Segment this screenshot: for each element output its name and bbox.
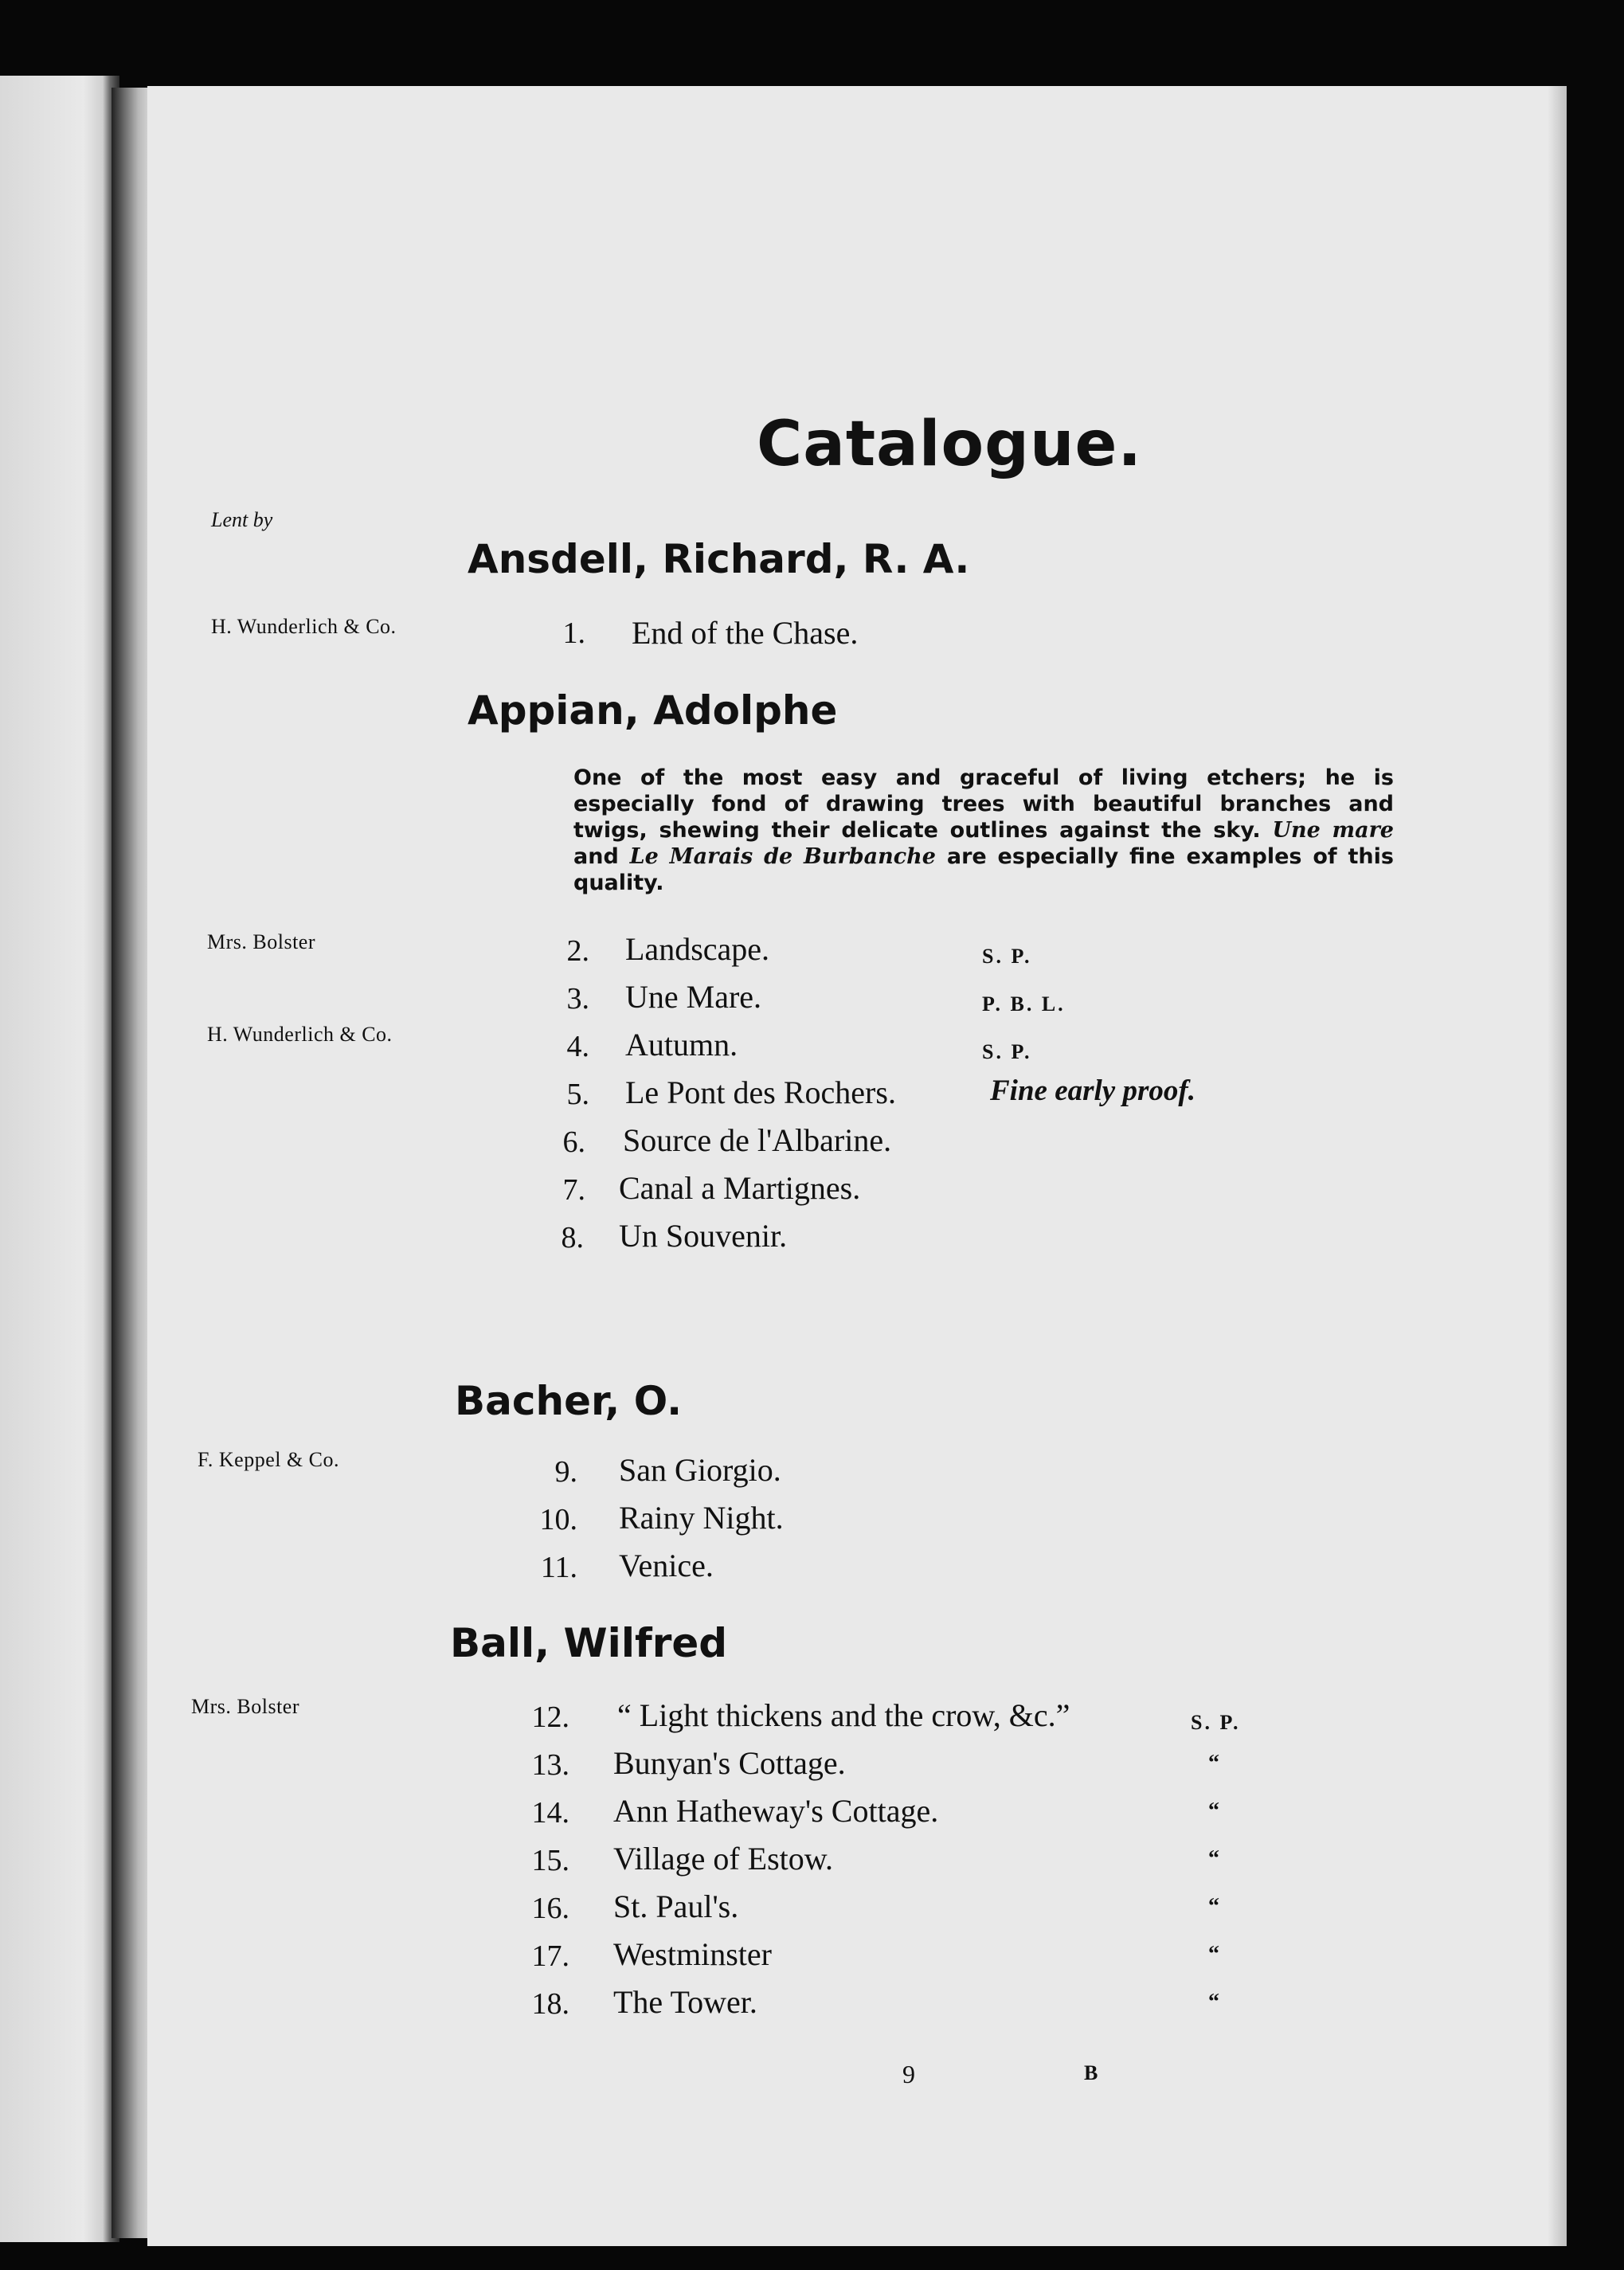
entry-number: 9. xyxy=(554,1455,577,1489)
lender-label: Mrs. Bolster xyxy=(191,1695,299,1718)
description-italic-title: Une mare xyxy=(1272,818,1394,843)
lender-label: F. Keppel & Co. xyxy=(198,1448,340,1471)
ditto-mark: “ xyxy=(1208,1894,1219,1919)
entry-number: 2. xyxy=(566,934,589,968)
entry-number: 15. xyxy=(531,1844,569,1877)
entry-title: “ Light thickens and the crow, &c.” xyxy=(617,1697,1070,1733)
ditto-mark: “ xyxy=(1208,1751,1219,1775)
ditto-mark: “ xyxy=(1208,1846,1219,1871)
entry-number: 3. xyxy=(566,982,589,1016)
entry-title: St. Paul's. xyxy=(613,1888,739,1924)
page-title: Catalogue. xyxy=(757,409,1143,480)
entry-title: The Tower. xyxy=(613,1984,757,2020)
entry-title: Bunyan's Cottage. xyxy=(613,1745,846,1781)
lender-label: H. Wunderlich & Co. xyxy=(207,1023,393,1046)
signature-mark: B xyxy=(1084,2061,1098,2084)
entry-number: 6. xyxy=(562,1125,585,1159)
entry-title: Venice. xyxy=(619,1548,714,1583)
artist-heading-ansdell: Ansdell, Richard, R. A. xyxy=(468,536,970,582)
lender-label: Mrs. Bolster xyxy=(207,930,315,953)
entry-number: 1. xyxy=(562,616,585,650)
entry-number: 10. xyxy=(539,1503,577,1536)
entry-number: 8. xyxy=(561,1221,584,1254)
book-gutter xyxy=(112,88,150,2238)
entry-number: 17. xyxy=(531,1939,569,1973)
description-text: One of the most easy and graceful of living etchers; he is especially fond of drawing trees with beautiful branches and twigs, shewing their delicate outlines against the sky. xyxy=(573,765,1394,843)
artist-heading-appian: Appian, Adolphe xyxy=(468,687,838,734)
entry-note: S. P. xyxy=(1191,1711,1241,1734)
artist-description xyxy=(573,765,1394,896)
entry-title: Rainy Night. xyxy=(619,1500,784,1536)
entry-note: S. P. xyxy=(982,945,1032,968)
entry-number: 5. xyxy=(566,1078,589,1111)
ditto-mark: “ xyxy=(1208,1798,1219,1823)
page-edge-shadow xyxy=(1548,86,1567,2246)
entry-number: 12. xyxy=(531,1701,569,1734)
entry-title: Village of Estow. xyxy=(613,1841,834,1877)
entry-number: 4. xyxy=(566,1030,589,1063)
entry-note: S. P. xyxy=(982,1040,1032,1063)
ditto-mark: “ xyxy=(1208,1942,1219,1967)
facing-page-edge xyxy=(0,76,119,2242)
entry-note: P. B. L. xyxy=(982,992,1066,1016)
entry-title: Autumn. xyxy=(625,1027,738,1063)
entry-number: 11. xyxy=(540,1551,577,1584)
entry-title: Landscape. xyxy=(625,931,770,967)
ditto-mark: “ xyxy=(1208,1990,1219,2014)
entry-note: Fine early proof. xyxy=(990,1074,1195,1107)
entry-title: Le Pont des Rochers. xyxy=(625,1074,896,1110)
entry-title: Westminster xyxy=(613,1936,772,1972)
entry-number: 16. xyxy=(531,1892,569,1925)
artist-heading-ball: Ball, Wilfred xyxy=(450,1620,728,1666)
catalogue-page xyxy=(147,86,1567,2246)
entry-title: Source de l'Albarine. xyxy=(623,1122,892,1158)
entry-number: 14. xyxy=(531,1796,569,1830)
entry-title: San Giorgio. xyxy=(619,1452,781,1488)
description-text: and xyxy=(573,844,619,869)
lender-label: H. Wunderlich & Co. xyxy=(211,615,397,638)
entry-title: Ann Hatheway's Cottage. xyxy=(613,1793,939,1829)
entry-number: 18. xyxy=(531,1987,569,2021)
entry-title: Canal a Martignes. xyxy=(619,1170,861,1206)
description-italic-title: Le Marais de Burbanche xyxy=(629,844,936,869)
description-text: are especially fine examples of this quality. xyxy=(573,844,1394,895)
entry-title: Une Mare. xyxy=(625,979,762,1015)
entry-number: 13. xyxy=(531,1748,569,1782)
entry-number: 7. xyxy=(562,1173,585,1207)
entry-title: Un Souvenir. xyxy=(619,1218,788,1254)
lent-by-heading: Lent by xyxy=(211,508,273,531)
artist-heading-bacher: Bacher, O. xyxy=(455,1378,683,1424)
page-number: 9 xyxy=(902,2060,915,2088)
entry-title: End of the Chase. xyxy=(632,615,859,651)
